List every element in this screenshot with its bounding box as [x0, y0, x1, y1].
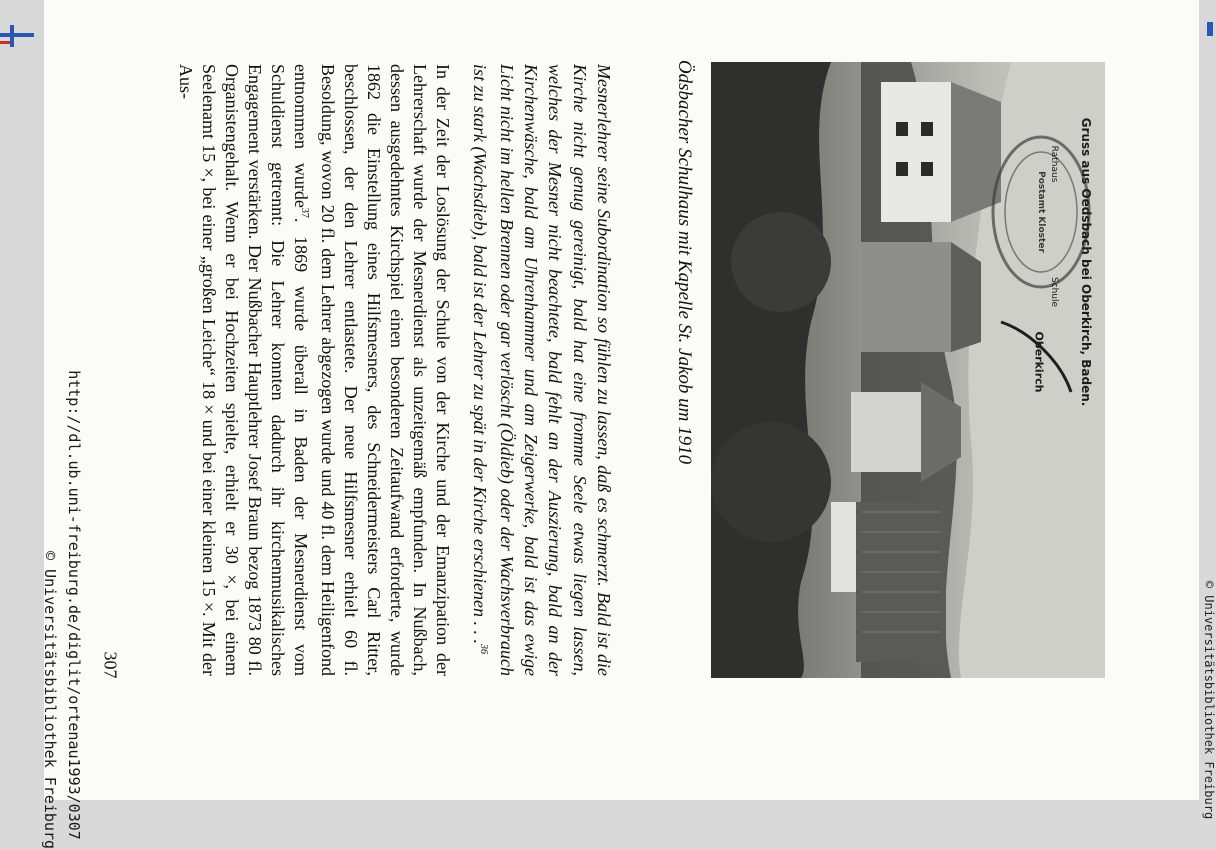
page-number: 307 [100, 651, 121, 679]
quote-block [432, 64, 616, 676]
scanned-page [41, 0, 1216, 849]
page-url[interactable]: http://dl.ub.uni-freiburg.de/diglit/ortenau1993/0307 [65, 370, 83, 840]
viewer-marker-icon [0, 33, 34, 37]
page-copyright: © Universitätsbibliothek Freiburg [41, 550, 59, 849]
quote-text: Mesnerlehrer seine Subordination so fühlen zu lassen, daß es schmerzt. Bald ist die Kirche nicht genug gereinigt, bald hat eine fromme Seele etwas liegen lassen, welches der Mesner nicht beachtete, bald fehlt an der Auszierung, bald an der Kirchenwäsche, bald am Uhrenhammer und am Zeigerwerke, bald ist das ewige Licht nicht im hellen Brennen oder gar verlöscht (Öldieb) oder der Wachsverbrauch ist zu stark (Wachsdieb), bald ist der Lehrer zu spät in der Kirche erschienen . . . [469, 64, 614, 676]
postcard-label-rathaus: Rathaus [1049, 145, 1059, 183]
viewer-marker-icon [0, 41, 10, 44]
body-text-part1: In der Zeit der Loslösung der Schule von der Kirche und der Emanzipation der Lehrerschaft wurde der Mesnerdienst als unzeitgemäß empfunden. In Nußbach, dessen ausgedehntes Kirchspiel einen besonderen Zeitaufwand erforderte, wurde 1862 die Einstellung eines Hilfsmesners, des Schneidermeisters Carl Ritter, beschlossen, der den Lehrer entlastete. Der neue Hilfsmesner erhielt 60 fl. Besoldung, wovon 20 fl. dem Lehrer abgezogen wurde und 40 fl. dem Heiligenfond entnommen wurde [291, 64, 453, 676]
viewer-left-edge [0, 0, 44, 800]
body-paragraph [104, 64, 454, 676]
postcard-stamp: Postamt Kloster [1036, 171, 1046, 253]
postcard-label-schule: Schule [1049, 276, 1059, 308]
postcard-photo [711, 62, 1105, 678]
footnote-ref-37: 37 [299, 207, 310, 218]
body-text-part2: . 1869 wurde überall in Baden der Mesnerdienst vom Schuldienst getrennt: Die Lehrer konnten dadurch ihr kirchenmusikalisches Engagement verstärken. Der Nußbacher Hauptlehrer Josef Braun bezog 1873 80 fl. Organistengehalt. Wenn er bei Hochzeiten spielte, erhielt er 30 ×, bei einem Seelenamt 15 ×, bei einer „großen Leiche“ 18 × und bei einer kleinen 15 ×. Mit der Aus- [176, 64, 311, 676]
postcard-postmark: Oberkirch [1032, 331, 1046, 393]
postcard-photo-drawing [711, 62, 1105, 678]
photo-caption: Ödsbacher Schulhaus mit Kapelle St. Jakob um 1910 [674, 59, 695, 465]
side-copyright-right: © Universitätsbibliothek Freiburg [1202, 580, 1216, 820]
viewer-marker-icon [1207, 22, 1213, 36]
footnote-ref-36: 36 [477, 643, 489, 654]
viewer-marker-icon [10, 25, 14, 47]
postcard-greeting: Gruss aus Oedsbach bei Oberkirch, Baden. [1079, 117, 1093, 407]
